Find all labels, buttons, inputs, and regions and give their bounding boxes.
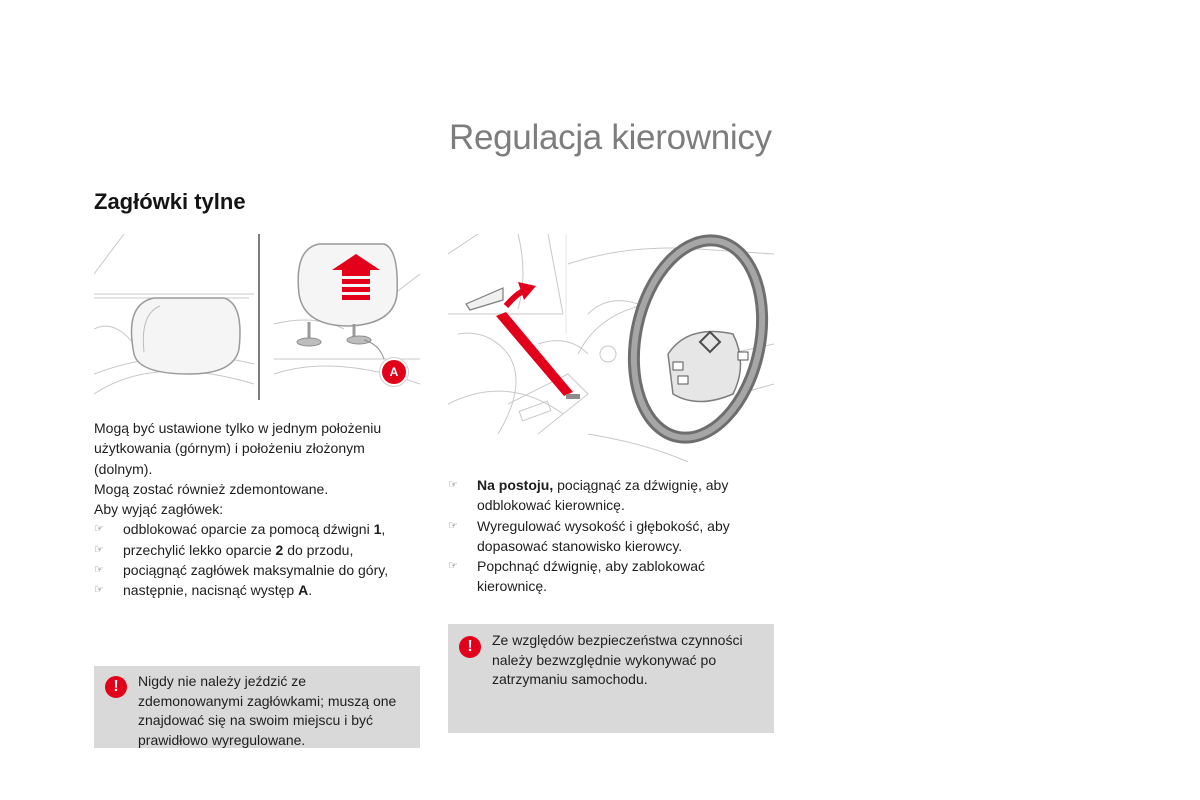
steering-adjustment-steps [448, 475, 778, 597]
list-item: ☞ pociągnąć zagłówek maksymalnie do góry, [94, 560, 424, 580]
pointing-hand-icon: ☞ [448, 560, 458, 573]
callout-a-badge [382, 360, 406, 384]
section-heading-rear-headrests: Zagłówki tylne [94, 189, 246, 214]
list-item: ☞ przechylić lekko oparcie 2 do przodu, [94, 540, 424, 560]
steering-wheel-drawing [448, 234, 774, 462]
warning-text: Ze względów bezpieczeństwa czynności należy bezwzględnie wykonywać po zatrzymaniu samochodu. [492, 632, 743, 687]
pointing-hand-icon: ☞ [94, 564, 104, 577]
pointing-hand-icon: ☞ [94, 584, 104, 597]
headrest-removal-steps [94, 519, 424, 600]
headrest-warning-box [94, 666, 420, 748]
intro-paragraph: Mogą zostać również zdemontowane. [94, 480, 329, 497]
intro-paragraph: Aby wyjąć zagłówek: [94, 501, 224, 518]
steering-wheel-illustration [448, 234, 774, 462]
callout-a-label: A [389, 365, 399, 379]
list-item: ☞ odblokować oparcie za pomocą dźwigni 1, [94, 519, 424, 539]
exclamation-icon: ! [459, 636, 481, 658]
list-item: ☞ Popchnąć dźwignię, aby zablokować kierownicę. [448, 558, 706, 595]
intro-paragraph: Mogą być ustawione tylko w jednym położeniu użytkowania (górnym) i położeniu złożonym (dolnym). [94, 420, 382, 477]
page-title: Regulacja kierownicy [449, 118, 772, 157]
pointing-hand-icon: ☞ [448, 519, 458, 532]
warning-text: Nigdy nie należy jeździć ze zdemonowanymi zagłówkami; muszą one znajdować się na swoim miejscu i być prawidłowo wyregulowane. [138, 673, 397, 748]
list-item: ☞ Wyregulować wysokość i głębokość, aby dopasować stanowisko kierowcy. [448, 517, 730, 554]
pointing-hand-icon: ☞ [448, 479, 458, 491]
headrest-drawing [94, 234, 420, 400]
exclamation-icon: ! [105, 676, 127, 698]
list-item: ☞ Na postoju, pociągnąć za dźwignię, aby odblokować kierownicę. [448, 477, 729, 514]
steering-wheel-icon [617, 234, 774, 450]
pointing-hand-icon: ☞ [94, 523, 104, 536]
safety-warning-box [448, 624, 774, 733]
pointing-hand-icon: ☞ [94, 543, 104, 556]
rear-headrests-text [94, 418, 424, 601]
list-item: ☞ następnie, nacisnąć występ A. [94, 580, 424, 600]
steering-adjustment-text [448, 475, 778, 597]
headrest-illustration [94, 234, 420, 400]
